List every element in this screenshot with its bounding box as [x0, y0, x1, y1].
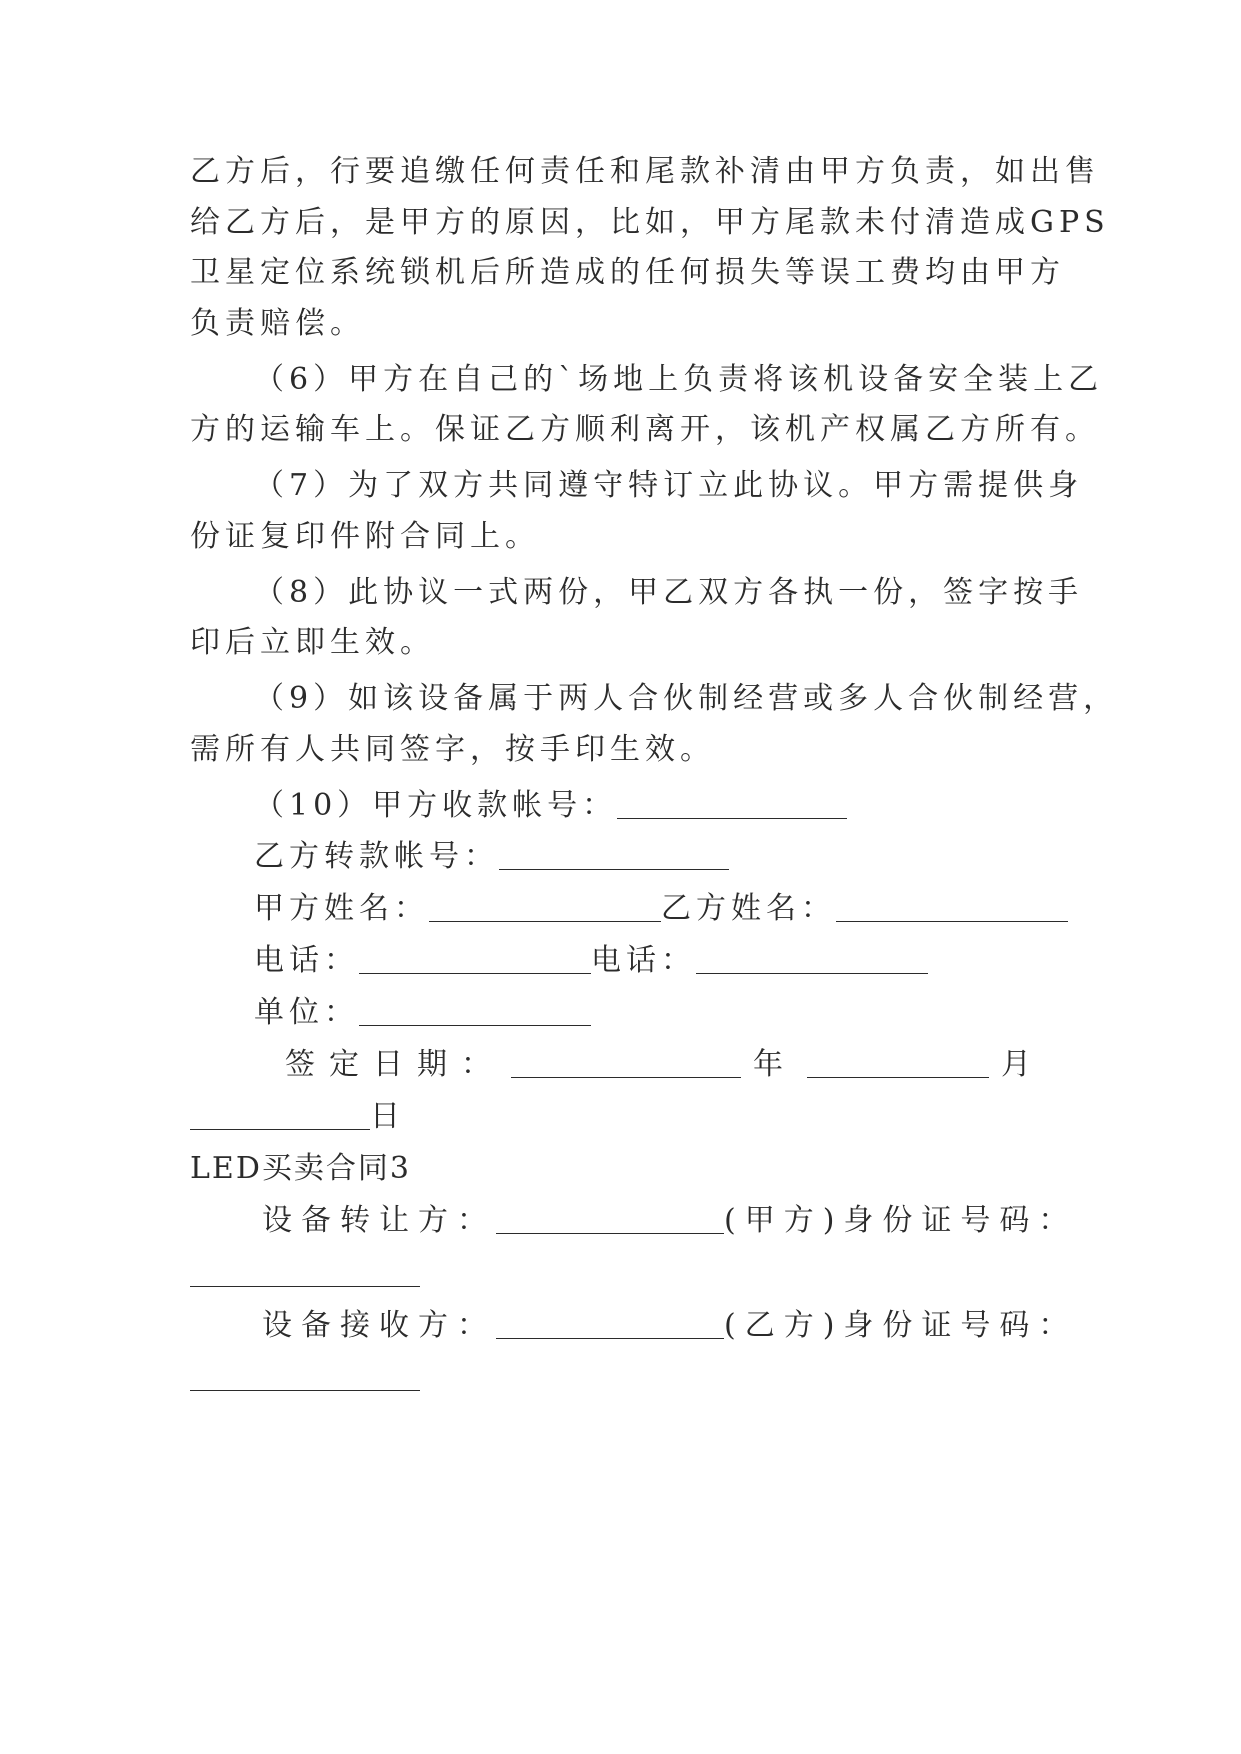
year-label: 年 [753, 1047, 797, 1082]
phone-b-label: 电话： [591, 943, 696, 978]
month-blank[interactable] [807, 1047, 989, 1078]
party-a-name-blank[interactable] [429, 891, 661, 922]
party-a-name-label: 甲方姓名： [254, 891, 429, 926]
receiver-row [262, 1306, 1078, 1346]
party-b-account-row [254, 837, 1060, 877]
transferor-row [262, 1201, 1078, 1241]
paragraph-line: 负责赔偿。 [190, 306, 365, 341]
date-label: 签定日期： [285, 1047, 505, 1082]
unit-label: 单位： [254, 995, 359, 1030]
party-b-name-label: 乙方姓名： [661, 891, 836, 926]
month-label: 月 [1001, 1047, 1045, 1082]
clause-7-line-1: （7）为了双方共同遵守特订立此协议。甲方需提供身 [254, 468, 1084, 503]
names-row [254, 889, 1060, 929]
clause-6-line-2: 方的运输车上。保证乙方顺利离开，该机产权属乙方所有。 [190, 412, 1100, 447]
receiver-id-row [190, 1358, 1060, 1398]
phone-a-label: 电话： [254, 943, 359, 978]
phone-b-blank[interactable] [696, 943, 928, 974]
paragraph-line: 卫星定位系统锁机后所造成的任何损失等误工费均由甲方 [190, 255, 1065, 290]
clause-8-line-1: （8）此协议一式两份，甲乙双方各执一份，签字按手 [254, 575, 1084, 610]
receiver-name-blank[interactable] [496, 1308, 724, 1339]
phones-row [254, 941, 1060, 981]
transferor-label: 设备转让方： [262, 1203, 496, 1238]
paragraph-line: 给乙方后，是甲方的原因，比如，甲方尾款未付清造成GPS [190, 205, 1110, 240]
party-b-name-blank[interactable] [836, 891, 1068, 922]
clause-6-line-1: （6）甲方在自己的`场地上负责将该机设备安全装上乙 [254, 362, 1104, 397]
paragraph-line: 乙方后，行要追缴任何责任和尾款补清由甲方负责，如出售 [190, 154, 1100, 189]
party-a-account-blank[interactable] [617, 788, 847, 819]
transferor-name-blank[interactable] [496, 1203, 724, 1234]
party-a-account-row [254, 786, 1060, 826]
date-row [285, 1045, 1065, 1085]
receiver-label: 设备接收方： [262, 1308, 496, 1343]
day-row [190, 1097, 1060, 1137]
day-label: 日 [370, 1099, 405, 1134]
phone-a-blank[interactable] [359, 943, 591, 974]
transferor-id-label: (甲方)身份证号码： [724, 1203, 1078, 1238]
clause-9-line-1: （9）如该设备属于两人合伙制经营或多人合伙制经营， [254, 681, 1119, 716]
clause-8-line-2: 印后立即生效。 [190, 625, 435, 660]
receiver-id-label: (乙方)身份证号码： [724, 1308, 1078, 1343]
year-blank[interactable] [511, 1047, 741, 1078]
day-blank[interactable] [190, 1099, 370, 1130]
transferor-id-blank[interactable] [190, 1256, 420, 1287]
transferor-id-row [190, 1254, 1060, 1294]
unit-row [254, 993, 1060, 1033]
section-title: LED买卖合同3 [190, 1151, 411, 1186]
party-a-account-label: （10）甲方收款帐号： [254, 788, 618, 823]
party-b-account-label: 乙方转款帐号： [254, 839, 499, 874]
clause-7-line-2: 份证复印件附合同上。 [190, 519, 540, 554]
receiver-id-blank[interactable] [190, 1360, 420, 1391]
party-b-account-blank[interactable] [499, 839, 729, 870]
clause-9-line-2: 需所有人共同签字，按手印生效。 [190, 732, 715, 767]
unit-blank[interactable] [359, 995, 591, 1026]
